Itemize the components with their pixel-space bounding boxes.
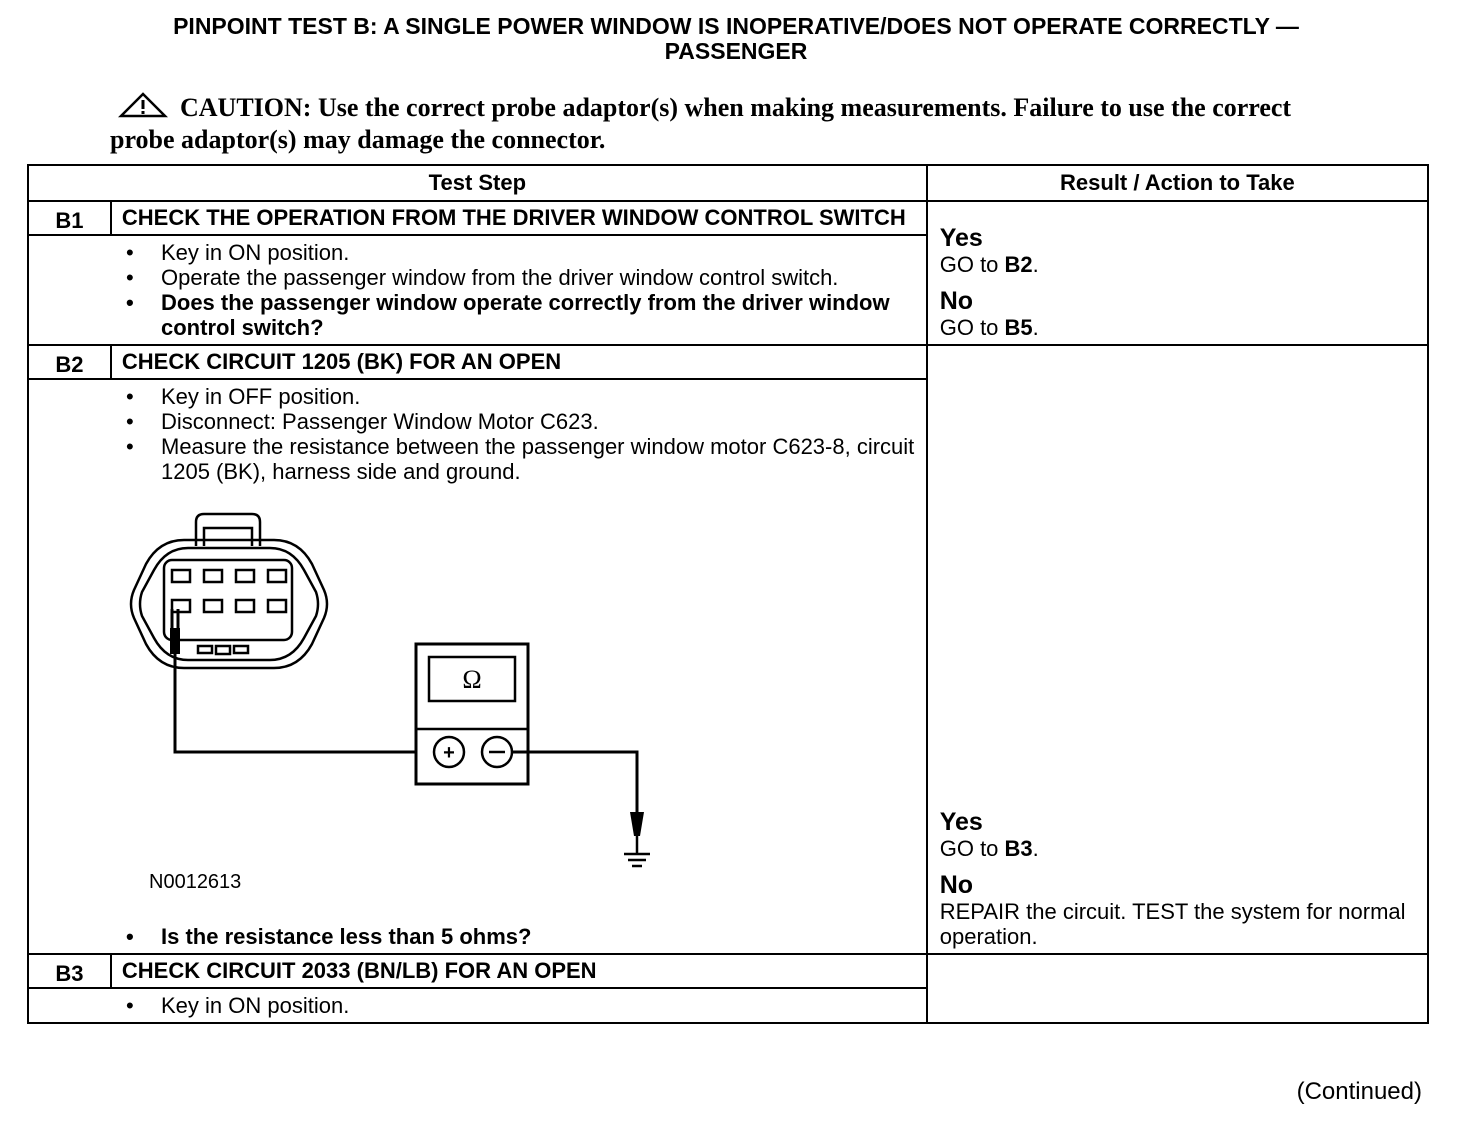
connector-pins: [172, 570, 286, 654]
svg-text:+: +: [443, 742, 455, 764]
list-item: • Key in OFF position.: [124, 384, 926, 409]
step-b1-result: [927, 201, 1428, 345]
pin-c623-8: [172, 600, 190, 612]
step-question: • Does the passenger window operate correctly from the driver window control switch?: [124, 290, 926, 340]
result-header: Result / Action to Take: [927, 165, 1428, 201]
step-b3-result: [927, 954, 1428, 1023]
no-action: GO to B5.: [939, 315, 1039, 340]
no-action: REPAIR the circuit. TEST the system for normal operation.: [939, 899, 1406, 949]
no-target: B5: [1004, 315, 1033, 340]
step-id: B3: [28, 954, 111, 988]
step-heading: CHECK CIRCUIT 2033 (BN/LB) FOR AN OPEN: [111, 954, 927, 988]
yes-label: Yes: [939, 808, 983, 836]
caution-text: CAUTION: Use the correct probe adaptor(s) when making measurements. Failure to use the correct probe adaptor(s) may damage the connector.: [110, 93, 1292, 154]
wiring-figure: [29, 484, 926, 924]
step-id: B1: [28, 201, 111, 235]
figure-id: N0012613: [149, 871, 242, 893]
step-heading: CHECK THE OPERATION FROM THE DRIVER WINDOW CONTROL SWITCH: [111, 201, 927, 235]
step-b3-heading-row: [28, 954, 1428, 988]
title-line-1: PINPOINT TEST B: A SINGLE POWER WINDOW IS INOPERATIVE/DOES NOT OPERATE CORRECTLY —: [173, 13, 1299, 39]
list-item: • Key in ON position.: [124, 993, 926, 1018]
yes-label: Yes: [939, 224, 983, 252]
test-lead-negative: [512, 752, 637, 814]
warning-triangle-icon: [118, 92, 168, 118]
step-id: B2: [28, 345, 111, 379]
test-step-header: Test Step: [28, 165, 927, 201]
yes-target: B2: [1004, 252, 1033, 277]
step-b2-heading-row: [28, 345, 1428, 379]
step-heading: CHECK CIRCUIT 1205 (BK) FOR AN OPEN: [111, 345, 927, 379]
ground-icon: [624, 854, 650, 866]
yes-action: GO to B3.: [939, 836, 1039, 861]
step-question: • Is the resistance less than 5 ohms?: [124, 924, 926, 949]
no-label: No: [939, 287, 974, 315]
pinpoint-test-table: [27, 164, 1429, 1024]
yes-target: B3: [1004, 836, 1033, 861]
probe-tip: [170, 628, 180, 654]
caution-note: [110, 92, 1340, 156]
list-item: • Measure the resistance between the passenger window motor C623-8, circuit 1205 (BK), harness side and ground.: [124, 434, 926, 484]
continued-note: (Continued): [1296, 1078, 1422, 1105]
no-label: No: [939, 871, 974, 899]
page-title: [0, 14, 1472, 64]
ground-probe: [630, 812, 644, 836]
step-body: [28, 235, 927, 345]
connector-ohmmeter-diagram: [124, 484, 684, 874]
list-item: • Key in ON position.: [124, 240, 926, 265]
step-b1-heading-row: [28, 201, 1428, 235]
step-body: [28, 379, 927, 954]
ohm-symbol: Ω: [462, 665, 482, 694]
table-header-row: [28, 165, 1428, 201]
step-b2-result: [927, 345, 1428, 954]
yes-action: GO to B2.: [939, 252, 1039, 277]
list-item: • Operate the passenger window from the driver window control switch.: [124, 265, 926, 290]
step-body: [28, 988, 927, 1023]
list-item: • Disconnect: Passenger Window Motor C623.: [124, 409, 926, 434]
title-line-2: PASSENGER: [664, 38, 808, 64]
